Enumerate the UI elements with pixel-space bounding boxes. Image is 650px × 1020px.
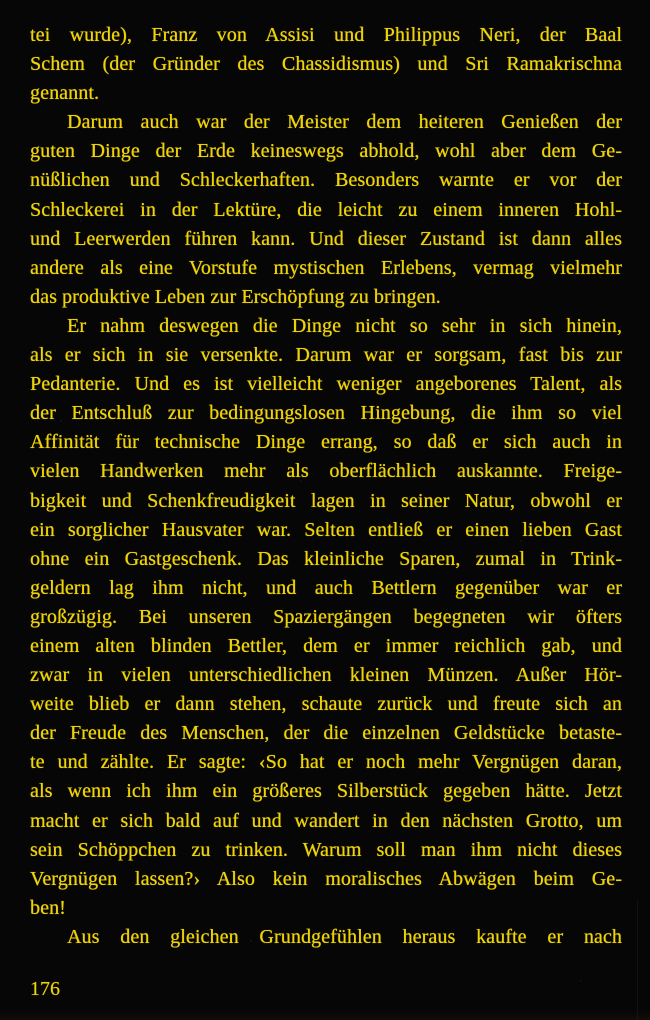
page-edge-bottom (0, 1010, 650, 1020)
text-line: macht er sich bald auf und wandert in den nächsten Grotto, um (30, 809, 622, 832)
text-line: einem alten blinden Bettler, dem er immer reichlich gab, und (30, 634, 622, 657)
text-line: Aus den gleichen Grundgefühlen heraus kaufte er nach (67, 925, 622, 948)
text-line: Pedanterie. Und es ist vielleicht weniger angeborenes Talent, als (30, 373, 622, 396)
text-line: der Entschluß zur bedingungslosen Hingebung, die ihm so viel (30, 402, 622, 425)
text-line: ben! (30, 896, 66, 919)
text-line: sein Schöppchen zu trinken. Warum soll man ihm nicht dieses (30, 838, 622, 861)
page-edge-right (637, 900, 638, 1020)
text-line: guten Dinge der Erde keineswegs abhold, wohl aber dem Ge- (30, 140, 622, 163)
page-number: 176 (30, 978, 60, 1000)
page-text (30, 21, 622, 952)
text-line: Darum auch war der Meister dem heiteren Genießen der (67, 111, 622, 134)
text-line: und Leerwerden führen kann. Und dieser Zustand ist dann alles (30, 227, 622, 250)
text-line: ohne ein Gastgeschenk. Das kleinliche Sparen, zumal in Trink- (30, 547, 622, 570)
text-line: zwar in vielen unterschiedlichen kleinen Münzen. Außer Hör- (30, 664, 622, 687)
text-line: andere als eine Vorstufe mystischen Erlebens, vermag vielmehr (30, 256, 622, 279)
text-line: Vergnügen lassen?› Also kein moralisches Abwägen beim Ge- (30, 867, 622, 890)
text-line: geldern lag ihm nicht, und auch Bettlern gegenüber war er (30, 576, 622, 599)
text-line: großzügig. Bei unseren Spaziergängen begegneten wir öfters (30, 605, 622, 628)
text-line: bigkeit und Schenkfreudigkeit lagen in seiner Natur, obwohl er (30, 489, 622, 512)
text-line: der Freude des Menschen, der die einzelnen Geldstücke betaste- (30, 722, 622, 745)
text-line: als wenn ich ihm ein größeres Silberstück gegeben hätte. Jetzt (30, 780, 622, 803)
text-line: te und zählte. Er sagte: ‹So hat er noch mehr Vergnügen daran, (30, 751, 622, 774)
text-line: nüßlichen und Schleckerhaften. Besonders warnte er vor der (30, 169, 622, 192)
text-line: ein sorglicher Hausvater war. Selten entließ er einen lieben Gast (30, 518, 622, 541)
text-line: genannt. (30, 82, 100, 105)
text-line: weite blieb er dann stehen, schaute zurück und freute sich an (30, 693, 622, 716)
scan-noise (0, 0, 2, 2)
text-line: als er sich in sie versenkte. Darum war er sorgsam, fast bis zur (30, 344, 622, 367)
text-line: Er nahm deswegen die Dinge nicht so sehr in sich hinein, (67, 314, 622, 337)
text-line: das produktive Leben zur Erschöpfung zu bringen. (30, 285, 441, 308)
text-line: vielen Handwerken mehr als oberflächlich auskannte. Freige- (30, 460, 622, 483)
text-line: tei wurde), Franz von Assisi und Philippus Neri, der Baal (30, 24, 622, 46)
text-line: Schleckerei in der Lektüre, die leicht zu einem inneren Hohl- (30, 198, 622, 221)
text-line: Affinität für technische Dinge errang, so daß er sich auch in (30, 431, 622, 454)
text-line: Schem (der Gründer des Chassidismus) und Sri Ramakrischna (30, 53, 622, 76)
